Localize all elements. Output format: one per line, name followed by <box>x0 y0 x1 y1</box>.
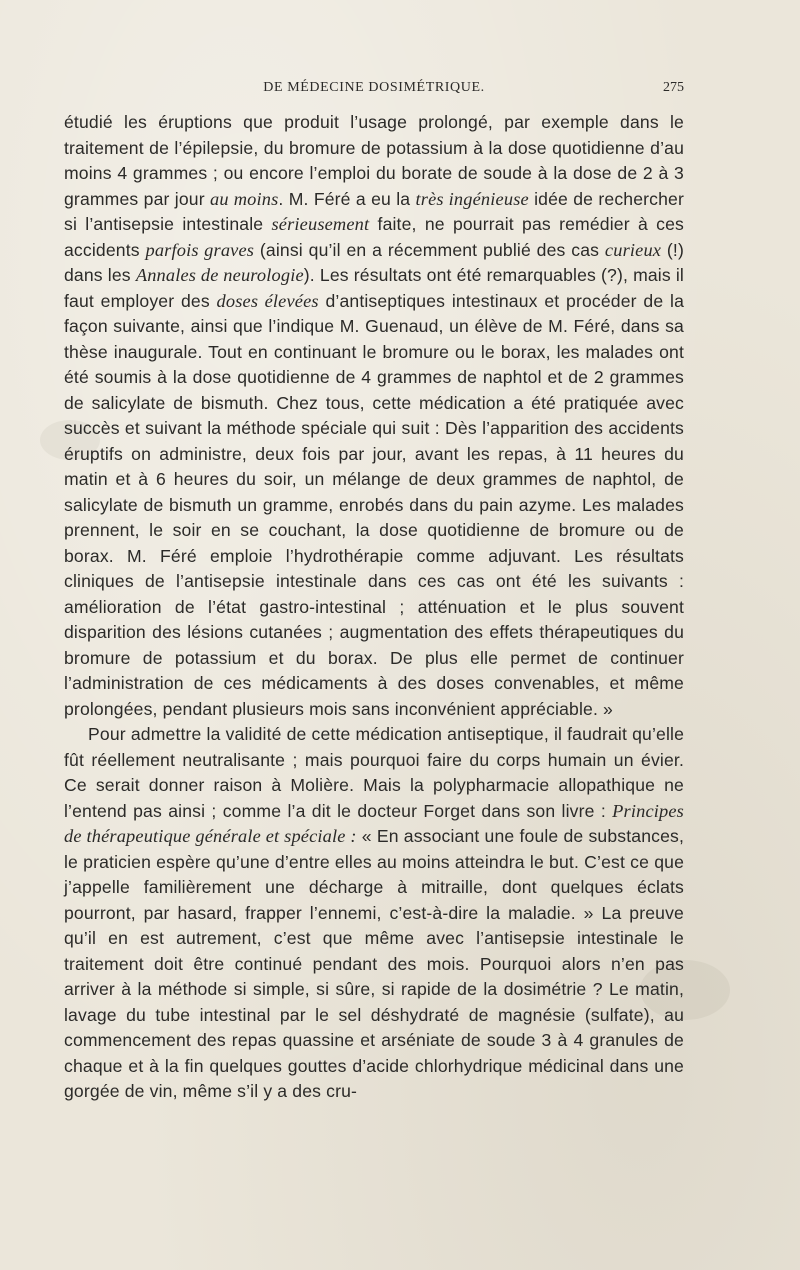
text-run: . M. Féré a eu la <box>278 188 416 209</box>
italic-phrase: très ingénieuse <box>415 188 529 209</box>
italic-phrase: parfois graves <box>145 239 255 260</box>
text-run: faite, ne pourrait pas remédier à ces accidents <box>64 214 684 260</box>
italic-phrase: Annales de neurologie <box>135 265 304 285</box>
italic-phrase: curieux <box>604 239 662 260</box>
text-run: étudié les éruptions que produit l’usage prolongé, par exemple dans le traitement de l’épilepsie, du bromure de potassium à la dose quotidienne d’au moins 4 grammes ; ou encore l’emploi du borate de soude à la dose de 2 à 3 grammes par jour <box>64 112 684 209</box>
italic-phrase: Principes de thérapeutique générale et spéciale : <box>64 800 684 846</box>
page-number: 275 <box>663 80 684 95</box>
paragraph-2 <box>64 722 684 1105</box>
text-run: (!) dans les <box>64 239 684 285</box>
text-run: (ainsi qu’il en a récemment publié des cas <box>254 239 605 260</box>
text-run: Pour admettre la validité de cette médication antiseptique, il faudrait qu’elle fût réellement neutralisante ; mais pourquoi faire du corps humain un évier. Ce serait donner raison à Molière. Mais la polypharmacie allopathique ne l’entend pas ainsi ; comme l’a dit le docteur Forget dans son livre : <box>64 724 684 821</box>
running-header <box>64 80 684 102</box>
text-run: idée de rechercher si l’antisepsie intestinale <box>64 188 684 234</box>
running-title: DE MÉDECINE DOSIMÉTRIQUE. <box>263 80 485 95</box>
body-text <box>64 110 684 1105</box>
italic-phrase: sérieusement <box>271 214 370 234</box>
italic-phrase: doses élevées <box>216 290 319 311</box>
text-run: « En associant une foule de substances, le praticien espère qu’une d’entre elles au moins atteindra le but. C’est ce que j’appelle familièrement une décharge à mitraille, dont quelques éclats pourront, par hasard, frapper l’ennemi, c’est-à-dire la maladie. » La preuve qu’il en est autrement, c’est que même avec l’antisepsie intestinale le traitement doit être continué pendant des mois. Pourquoi alors n’en pas arriver à la méthode si simple, si sûre, si rapide de la dosimétrie ? Le matin, lavage du tube intestinal par le sel déshydraté de magnésie (sulfate), au commencement des repas quassine et arséniate de soude 3 à 4 granules de chaque et à la fin quelques gouttes d’acide chlorhydrique médicinal dans une gorgée de vin, même s’il y a des cru- <box>64 826 684 1101</box>
italic-phrase: au moins <box>210 188 279 209</box>
paragraph-1 <box>64 110 684 722</box>
text-run: ). Les résultats ont été remarquables (?), mais il faut employer des <box>64 265 684 311</box>
text-run: d’antiseptiques intestinaux et procéder de la façon suivante, ainsi que l’indique M. Guenaud, un élève de M. Féré, dans sa thèse inaugurale. Tout en continuant le bromure ou le borax, les malades ont été soumis à la dose quotidienne de 4 grammes de naphtol et de 2 grammes de salicylate de bismuth. Chez tous, cette médication a été pratiquée avec succès et suivant la méthode spéciale qui suit : Dès l’apparition des accidents éruptifs on administre, deux fois par jour, avant les repas, à 11 heures du matin et à 6 heures du soir, un mélange de deux grammes de naphtol, de salicylate de bismuth un gramme, enrobés dans du pain azyme. Les malades prennent, le soir en se couchant, la dose quotidienne de bromure ou de borax. M. Féré emploie l’hydrothérapie comme adjuvant. Les résultats cliniques de l’antisepsie intestinale dans ces cas ont été les suivants : amélioration de l’état gastro-intestinal ; atténuation et le plus souvent disparition des lésions cutanées ; augmentation des effets thérapeutiques du bromure de potassium et du borax. De plus elle permet de continuer l’administration de ces médicaments à des doses convenables, et même prolongées, pendant plusieurs mois sans inconvénient appréciable. » <box>64 290 685 719</box>
